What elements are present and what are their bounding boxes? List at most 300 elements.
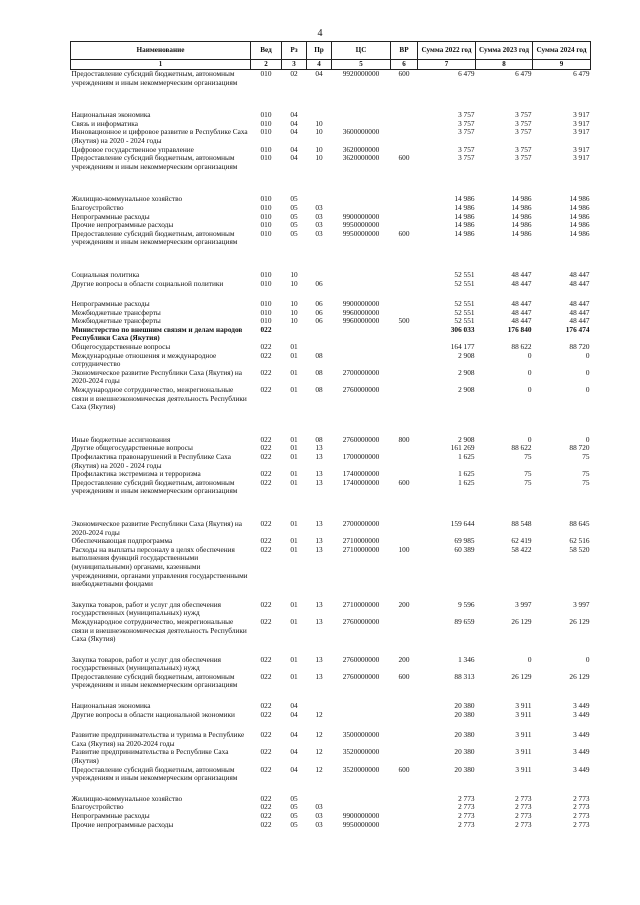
cell-pr: 13 xyxy=(315,544,323,554)
cell-name: Иные бюджетные ассигнования xyxy=(71,434,171,444)
cell-sum-2022: 2 773 xyxy=(458,793,475,803)
cell-sum-2022: 60 389 xyxy=(454,544,475,554)
cell-name: Благоустройство xyxy=(71,202,124,212)
cell-cs: 3520000000 xyxy=(342,764,380,774)
cell-sum-2023: 0 xyxy=(527,367,532,377)
cell-vr xyxy=(391,369,418,386)
cell-vr xyxy=(391,812,418,821)
cell-pr: 13 xyxy=(315,443,323,453)
cell-sum-2024: 58 520 xyxy=(569,544,590,554)
cell-sum-2023: 3 911 xyxy=(515,701,532,711)
cell-ved: 022 xyxy=(260,536,272,546)
cell-rz: 04 xyxy=(290,747,298,757)
cell-sum-2024: 0 xyxy=(585,385,590,395)
cell-sum-2023: 6 479 xyxy=(515,69,532,78)
cell-cs: 9920000000 xyxy=(342,69,380,78)
cell-cs xyxy=(332,711,391,720)
cell-vr xyxy=(391,120,418,129)
cell-sum-2023: 48 447 xyxy=(511,269,532,279)
cell-vr xyxy=(391,128,418,145)
cell-rz: 01 xyxy=(290,342,298,352)
cell-ved: 010 xyxy=(260,110,272,120)
cell-sum-2024: 75 xyxy=(582,469,590,479)
cell-name: Обеспечивающая подпрограмма xyxy=(71,536,173,546)
cell-cs xyxy=(332,271,391,280)
cell-vr xyxy=(391,352,418,369)
cell-sum-2023: 75 xyxy=(524,469,532,479)
cell-rz: 05 xyxy=(290,228,298,238)
cell-sum-2024: 48 447 xyxy=(569,278,590,288)
cell-ved: 022 xyxy=(260,616,272,626)
cell-sum-2022: 3 757 xyxy=(458,153,475,163)
cell-sum-2023: 3 911 xyxy=(515,747,532,757)
cell-pr: 13 xyxy=(315,671,323,681)
cell-sum-2024: 88 720 xyxy=(569,443,590,453)
cell-pr: 08 xyxy=(315,367,323,377)
cell-sum-2022: 1 625 xyxy=(458,469,475,479)
cell-vr xyxy=(391,326,418,343)
cell-sum-2024: 2 773 xyxy=(573,793,590,803)
col-header-rz: Рз xyxy=(282,42,307,60)
table-row xyxy=(71,369,591,386)
col-number: 5 xyxy=(332,60,391,70)
cell-sum-2023: 2 773 xyxy=(515,819,532,829)
cell-pr: 06 xyxy=(315,316,323,326)
cell-pr: 08 xyxy=(315,434,323,444)
cell-pr: 06 xyxy=(315,307,323,317)
cell-vr xyxy=(391,795,418,804)
cell-name: Социальная политика xyxy=(71,269,140,279)
cell-sum-2024: 3 917 xyxy=(573,118,590,128)
col-number: 1 xyxy=(71,60,251,70)
cell-ved: 022 xyxy=(260,671,272,681)
cell-name: Межбюджетные трансферты xyxy=(71,316,161,326)
cell-cs: 2700000000 xyxy=(342,367,380,377)
cell-sum-2022: 89 659 xyxy=(454,616,475,626)
cell-ved: 022 xyxy=(260,518,272,528)
cell-vr: 800 xyxy=(398,434,410,444)
cell-name: Связь и информатика xyxy=(71,118,138,128)
cell-pr: 03 xyxy=(315,202,323,212)
table-row xyxy=(71,70,591,88)
page-number: 4 xyxy=(317,28,323,39)
cell-cs: 2760000000 xyxy=(342,654,380,664)
cell-name: Другие вопросы в области социальной политики xyxy=(71,278,224,288)
cell-sum-2024: 75 xyxy=(582,477,590,487)
cell-rz: 10 xyxy=(290,316,298,326)
cell-sum-2022: 52 551 xyxy=(454,278,475,288)
cell-ved: 022 xyxy=(260,654,272,664)
cell-sum-2023: 0 xyxy=(527,654,532,664)
cell-ved: 010 xyxy=(260,307,272,317)
cell-name: Предоставление субсидий бюджетным, автономным учреждениям и иным некоммерческим организациям xyxy=(71,153,238,171)
table-row xyxy=(71,453,591,470)
cell-ved: 022 xyxy=(260,443,272,453)
cell-name: Национальная экономика xyxy=(71,701,151,711)
header-row xyxy=(71,42,591,60)
cell-rz: 01 xyxy=(290,599,298,609)
cell-name: Экономическое развитие Республики Саха (Якутия) на 2020-2024 годы xyxy=(71,367,243,386)
cell-vr xyxy=(391,213,418,222)
cell-vr: 200 xyxy=(398,599,410,609)
spacer-cell xyxy=(71,171,591,183)
table-row xyxy=(71,154,591,171)
cell-ved: 010 xyxy=(260,228,272,238)
cell-ved: 010 xyxy=(260,211,272,221)
cell-ved: 010 xyxy=(260,299,272,309)
col-number: 3 xyxy=(282,60,307,70)
cell-vr xyxy=(391,386,418,412)
cell-rz: 05 xyxy=(290,220,298,230)
spacer-row xyxy=(71,589,591,601)
cell-rz: 05 xyxy=(290,811,298,820)
cell-sum-2022: 20 380 xyxy=(454,764,475,774)
cell-sum-2023: 3 911 xyxy=(515,709,532,719)
cell-vr xyxy=(391,453,418,470)
cell-pr: 13 xyxy=(315,654,323,664)
cell-ved: 022 xyxy=(260,434,272,444)
cell-rz: 01 xyxy=(290,536,298,546)
cell-name: Непрограммные расходы xyxy=(71,211,150,221)
col-header-2022: Сумма 2022 год xyxy=(418,42,476,60)
col-header-2024: Сумма 2024 год xyxy=(533,42,591,60)
table-row xyxy=(71,326,591,343)
cell-vr xyxy=(391,280,418,289)
cell-sum-2024: 3 449 xyxy=(573,701,590,711)
cell-sum-2024: 3 917 xyxy=(573,127,590,137)
cell-sum-2024: 14 986 xyxy=(569,202,590,212)
cell-cs: 3500000000 xyxy=(342,730,380,740)
cell-sum-2023: 3 757 xyxy=(515,118,532,128)
cell-sum-2024: 26 129 xyxy=(569,616,590,626)
cell-sum-2023: 3 757 xyxy=(515,144,532,154)
cell-rz: 05 xyxy=(290,802,298,812)
cell-cs xyxy=(332,326,391,343)
table-row xyxy=(71,280,591,289)
cell-ved: 022 xyxy=(260,324,272,334)
cell-sum-2023: 14 986 xyxy=(511,228,532,238)
cell-sum-2024: 88 645 xyxy=(569,518,590,528)
cell-rz: 04 xyxy=(290,144,298,154)
cell-sum-2024: 6 479 xyxy=(573,69,590,78)
cell-cs xyxy=(332,280,391,289)
cell-pr: 13 xyxy=(315,518,323,528)
cell-ved: 022 xyxy=(260,544,272,554)
cell-sum-2024: 14 986 xyxy=(569,194,590,204)
cell-name: Закупка товаров, работ и услуг для обеспечения государственных (муниципальных) нужд xyxy=(71,599,221,618)
cell-pr: 13 xyxy=(315,599,323,609)
cell-sum-2023: 26 129 xyxy=(511,616,532,626)
cell-sum-2022: 2 773 xyxy=(458,819,475,829)
cell-rz: 04 xyxy=(290,709,298,719)
cell-sum-2024: 2 773 xyxy=(573,802,590,812)
cell-ved: 022 xyxy=(260,701,272,711)
cell-name: Цифровое государственное управление xyxy=(71,144,194,154)
cell-ved: 022 xyxy=(260,452,272,461)
cell-sum-2023: 14 986 xyxy=(511,211,532,221)
cell-pr: 12 xyxy=(315,709,323,719)
cell-ved: 010 xyxy=(260,127,272,137)
cell-sum-2023: 176 840 xyxy=(507,324,532,334)
cell-pr xyxy=(307,326,332,343)
col-header-pr: Пр xyxy=(307,42,332,60)
cell-name: Профилактика экстремизма и терроризма xyxy=(71,469,201,479)
cell-ved: 022 xyxy=(260,342,272,352)
cell-cs: 3600000000 xyxy=(342,127,380,137)
cell-sum-2022: 3 757 xyxy=(458,118,475,128)
cell-rz: 10 xyxy=(290,307,298,317)
cell-vr xyxy=(391,618,418,644)
cell-sum-2022: 14 986 xyxy=(454,202,475,212)
cell-name: Предоставление субсидий бюджетным, автономным учреждениям и иным некоммерческим организациям xyxy=(71,69,238,87)
cell-pr: 10 xyxy=(315,153,323,163)
cell-cs: 9950000000 xyxy=(342,220,380,230)
spacer-cell xyxy=(71,424,591,436)
cell-ved: 022 xyxy=(260,802,272,812)
cell-cs: 1740000000 xyxy=(342,469,380,479)
table-row xyxy=(71,520,591,537)
cell-sum-2022: 3 757 xyxy=(458,127,475,137)
table-row xyxy=(71,821,591,830)
cell-rz: 05 xyxy=(290,793,298,803)
cell-rz: 05 xyxy=(290,194,298,204)
cell-sum-2022: 161 269 xyxy=(450,443,475,453)
cell-ved: 022 xyxy=(260,764,272,774)
cell-rz: 04 xyxy=(290,730,298,740)
cell-ved: 022 xyxy=(260,350,272,360)
cell-sum-2022: 1 625 xyxy=(458,452,475,461)
cell-sum-2022: 2 908 xyxy=(458,350,475,360)
table-row xyxy=(71,352,591,369)
cell-cs: 9960000000 xyxy=(342,307,380,317)
cell-ved: 022 xyxy=(260,709,272,719)
cell-cs xyxy=(332,111,391,120)
cell-sum-2024: 0 xyxy=(585,350,590,360)
cell-pr: 04 xyxy=(315,69,323,78)
cell-sum-2022: 20 380 xyxy=(454,730,475,740)
cell-sum-2024: 3 997 xyxy=(573,599,590,609)
cell-pr: 08 xyxy=(315,350,323,360)
cell-sum-2022: 14 986 xyxy=(454,220,475,230)
cell-sum-2022: 6 479 xyxy=(458,69,475,78)
cell-name: Межбюджетные трансферты xyxy=(71,307,161,317)
cell-cs: 2710000000 xyxy=(342,544,380,554)
cell-pr: 12 xyxy=(315,747,323,757)
cell-pr: 10 xyxy=(315,144,323,154)
cell-sum-2022: 3 757 xyxy=(458,144,475,154)
cell-pr: 13 xyxy=(315,616,323,626)
cell-cs xyxy=(332,343,391,352)
cell-name: Непрограммные расходы xyxy=(71,299,150,309)
cell-sum-2024: 3 917 xyxy=(573,153,590,163)
cell-sum-2024: 0 xyxy=(585,654,590,664)
cell-rz: 01 xyxy=(290,469,298,479)
cell-ved: 010 xyxy=(260,153,272,163)
cell-pr: 13 xyxy=(315,477,323,487)
cell-cs: 2710000000 xyxy=(342,599,380,609)
cell-sum-2024: 88 720 xyxy=(569,342,590,352)
cell-pr: 13 xyxy=(315,469,323,479)
cell-name: Международные отношения и международное сотрудничество xyxy=(71,350,217,369)
cell-rz: 01 xyxy=(290,443,298,453)
cell-sum-2022: 20 380 xyxy=(454,747,475,757)
cell-ved: 010 xyxy=(260,144,272,154)
cell-sum-2023: 62 419 xyxy=(511,536,532,546)
cell-sum-2024: 3 917 xyxy=(573,110,590,120)
cell-ved: 022 xyxy=(260,477,272,487)
cell-name: Другие общегосударственные вопросы xyxy=(71,443,193,453)
table-row xyxy=(71,546,591,589)
cell-vr: 600 xyxy=(398,228,410,238)
col-header-name: Наименование xyxy=(71,42,251,60)
col-number: 8 xyxy=(476,60,533,70)
col-number: 9 xyxy=(533,60,591,70)
spacer-row xyxy=(71,171,591,183)
cell-sum-2024: 75 xyxy=(582,452,590,461)
cell-rz xyxy=(282,326,307,343)
cell-name: Прочие непрограммные расходы xyxy=(71,220,174,230)
cell-sum-2024: 176 474 xyxy=(565,324,590,334)
cell-name: Закупка товаров, работ и услуг для обеспечения государственных (муниципальных) нужд xyxy=(71,654,221,673)
cell-cs xyxy=(332,195,391,204)
cell-rz: 02 xyxy=(290,69,298,78)
cell-vr: 600 xyxy=(398,764,410,774)
cell-sum-2022: 2 773 xyxy=(458,802,475,812)
budget-table xyxy=(70,41,591,829)
table-row xyxy=(71,748,591,765)
cell-ved: 022 xyxy=(260,747,272,757)
cell-rz: 01 xyxy=(290,434,298,444)
cell-vr xyxy=(391,702,418,711)
cell-sum-2023: 26 129 xyxy=(511,671,532,681)
cell-sum-2023: 0 xyxy=(527,434,532,444)
cell-vr xyxy=(391,444,418,453)
cell-sum-2022: 52 551 xyxy=(454,269,475,279)
cell-ved: 010 xyxy=(260,220,272,230)
cell-name: Прочие непрограммные расходы xyxy=(71,819,174,829)
cell-name: Развитие предпринимательства и туризма в Республике Саха (Якутия) на 2020-2024 годы xyxy=(71,730,245,748)
cell-name: Благоустройство xyxy=(71,802,124,812)
spacer-row xyxy=(71,87,591,99)
cell-sum-2022: 88 313 xyxy=(454,671,475,681)
cell-name: Предоставление субсидий бюджетным, автономным учреждениям и иным некоммерческим организациям xyxy=(71,477,238,496)
cell-rz: 01 xyxy=(290,616,298,626)
cell-sum-2024: 48 447 xyxy=(569,299,590,309)
col-number: 4 xyxy=(307,60,332,70)
cell-cs xyxy=(332,702,391,711)
cell-rz: 05 xyxy=(290,211,298,221)
table-row xyxy=(71,479,591,496)
cell-rz: 04 xyxy=(290,110,298,120)
cell-name: Предоставление субсидий бюджетным, автономным учреждениям и иным некоммерческим организациям xyxy=(71,764,238,783)
cell-sum-2023: 88 622 xyxy=(511,443,532,453)
cell-sum-2022: 52 551 xyxy=(454,316,475,326)
cell-vr xyxy=(391,300,418,309)
cell-sum-2023: 0 xyxy=(527,385,532,395)
column-number-row xyxy=(71,60,591,70)
cell-vr xyxy=(391,271,418,280)
cell-vr: 500 xyxy=(398,316,410,326)
cell-ved: 010 xyxy=(260,194,272,204)
cell-sum-2023: 3 757 xyxy=(515,110,532,120)
cell-sum-2022: 14 986 xyxy=(454,211,475,221)
cell-sum-2024: 14 986 xyxy=(569,211,590,221)
cell-pr: 13 xyxy=(315,452,323,461)
cell-name: Расходы на выплаты персоналу в целях обеспечения выполнения функций государственными (муниципальными) органами, казенными учреждениями, органами управления государственными внебюджетными фондами xyxy=(71,544,248,589)
cell-name: Предоставление субсидий бюджетным, автономным учреждениям и иным некоммерческим организациям xyxy=(71,671,238,690)
spacer-cell xyxy=(71,644,591,656)
table-row xyxy=(71,656,591,673)
cell-name: Жилищно-коммунальное хозяйство xyxy=(71,793,183,803)
cell-sum-2022: 1 625 xyxy=(458,477,475,487)
cell-rz: 01 xyxy=(290,477,298,487)
cell-pr: 12 xyxy=(315,730,323,740)
cell-vr xyxy=(391,343,418,352)
cell-name: Министерство по внешним связям и делам народов Республики Саха (Якутия) xyxy=(71,324,243,343)
cell-rz: 01 xyxy=(290,452,298,461)
cell-rz: 01 xyxy=(290,544,298,554)
cell-sum-2024: 48 447 xyxy=(569,269,590,279)
spacer-row xyxy=(71,496,591,508)
cell-sum-2023: 58 422 xyxy=(511,544,532,554)
cell-sum-2024: 3 449 xyxy=(573,730,590,740)
cell-ved: 022 xyxy=(260,730,272,740)
cell-sum-2024: 3 917 xyxy=(573,144,590,154)
cell-cs: 2700000000 xyxy=(342,518,380,528)
cell-cs: 2760000000 xyxy=(342,616,380,626)
cell-pr: 12 xyxy=(315,764,323,774)
cell-vr: 600 xyxy=(398,69,410,78)
cell-sum-2022: 20 380 xyxy=(454,701,475,711)
cell-pr: 03 xyxy=(315,220,323,230)
cell-sum-2022: 159 644 xyxy=(450,518,475,528)
cell-pr: 03 xyxy=(315,819,323,829)
cell-cs: 3620000000 xyxy=(342,153,380,163)
col-header-vr: ВР xyxy=(391,42,418,60)
cell-sum-2022: 14 986 xyxy=(454,194,475,204)
cell-ved: 010 xyxy=(260,269,272,279)
cell-cs: 3620000000 xyxy=(342,144,380,154)
cell-sum-2023: 88 548 xyxy=(511,518,532,528)
spacer-cell xyxy=(71,87,591,99)
cell-sum-2022: 3 757 xyxy=(458,110,475,120)
cell-rz: 01 xyxy=(290,518,298,528)
cell-rz: 01 xyxy=(290,350,298,360)
cell-pr: 13 xyxy=(315,536,323,546)
cell-vr: 100 xyxy=(398,544,410,554)
cell-sum-2023: 88 622 xyxy=(511,342,532,352)
cell-sum-2023: 48 447 xyxy=(511,307,532,317)
cell-cs: 9950000000 xyxy=(342,819,380,829)
cell-ved: 022 xyxy=(260,385,272,395)
cell-sum-2024: 2 773 xyxy=(573,811,590,820)
cell-name: Непрограммные расходы xyxy=(71,811,150,820)
cell-sum-2023: 3 911 xyxy=(515,764,532,774)
spacer-cell xyxy=(71,412,591,424)
spacer-row xyxy=(71,424,591,436)
cell-cs: 9960000000 xyxy=(342,316,380,326)
cell-ved: 022 xyxy=(260,469,272,479)
cell-sum-2023: 14 986 xyxy=(511,202,532,212)
cell-vr xyxy=(391,731,418,748)
cell-cs: 3520000000 xyxy=(342,747,380,757)
cell-name: Национальная экономика xyxy=(71,110,151,120)
cell-sum-2023: 3 911 xyxy=(515,730,532,740)
cell-name: Экономическое развитие Республики Саха (Якутия) на 2020-2024 годы xyxy=(71,518,243,537)
cell-sum-2023: 3 757 xyxy=(515,153,532,163)
cell-sum-2024: 14 986 xyxy=(569,220,590,230)
cell-name: Другие вопросы в области национальной экономики xyxy=(71,709,235,719)
